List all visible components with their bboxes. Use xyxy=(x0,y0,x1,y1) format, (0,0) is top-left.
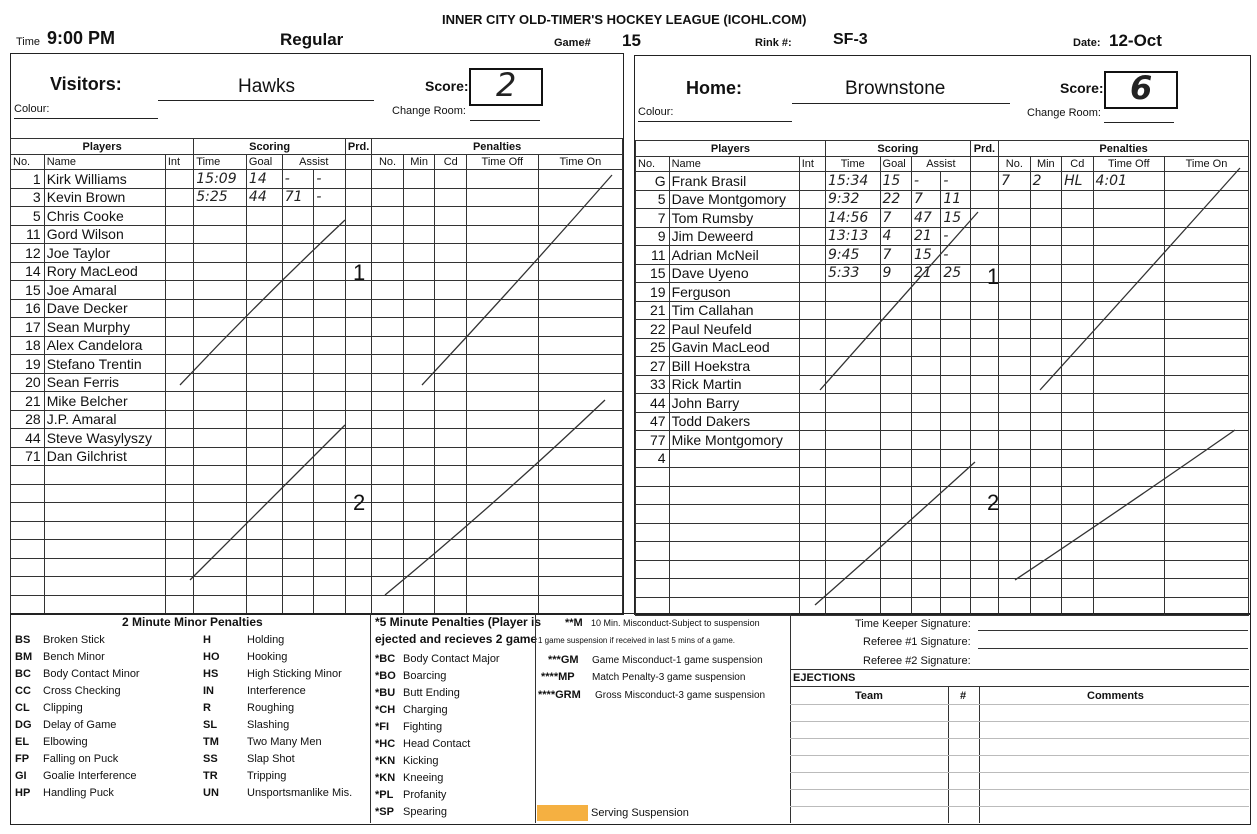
legend-row xyxy=(372,667,503,684)
misc-m-desc-2: 1 game suspension if received in last 5 mins of a game. xyxy=(538,636,735,645)
penalty-code: CL xyxy=(15,701,30,714)
strike-line-h-scoring-p2 xyxy=(815,462,975,605)
player-name: Steve Wasylyszy xyxy=(44,429,165,448)
player-number: 5 xyxy=(636,190,670,209)
penalty-code: *BO xyxy=(375,669,396,682)
legend-row xyxy=(372,769,503,786)
player-number: 27 xyxy=(636,357,670,376)
misc-mp-code: ****MP xyxy=(541,671,575,683)
player-number: 15 xyxy=(636,264,670,283)
game-number: 15 xyxy=(622,31,641,50)
goal-time: 15:34 xyxy=(825,172,880,191)
timekeeper-sig-line[interactable] xyxy=(978,630,1248,631)
visitors-period-2: 2 xyxy=(353,490,366,515)
ejections-title: EJECTIONS xyxy=(793,672,856,684)
penalty-code: H xyxy=(203,633,211,646)
legend-row xyxy=(372,718,503,735)
player-name: Kevin Brown xyxy=(44,188,165,207)
penalty-code: EL xyxy=(15,735,30,748)
rink-label: Rink #: xyxy=(755,37,792,49)
legend-row xyxy=(200,784,355,801)
player-number: 44 xyxy=(11,429,45,448)
misc-mp-desc: Match Penalty-3 game suspension xyxy=(592,672,746,683)
penalty-code: *BC xyxy=(375,652,396,665)
penalty-description: Delay of Game xyxy=(43,718,117,731)
visitors-score-label: Score: xyxy=(425,78,469,94)
penalty-description: Body Contact Major xyxy=(403,652,500,665)
misc-grm-code: ****GRM xyxy=(538,689,581,701)
goal-scorer: 7 xyxy=(880,209,911,228)
legend-row xyxy=(200,767,355,784)
legend-row xyxy=(372,786,503,803)
goal-scorer: 14 xyxy=(246,170,282,189)
player-number: 21 xyxy=(636,301,670,320)
legend-row xyxy=(12,648,143,665)
player-number: 11 xyxy=(11,225,45,244)
player-number: 28 xyxy=(11,410,45,429)
home-penalties-header: Penalties xyxy=(999,141,1249,157)
home-scoring-header: Scoring xyxy=(825,141,970,157)
strike-line-h-pen-p1 xyxy=(820,212,978,390)
penalty-description: Body Contact Minor xyxy=(43,667,140,680)
home-col-assist: Assist xyxy=(912,157,971,172)
goal-time: 13:13 xyxy=(825,227,880,246)
col-pen-cd: Cd xyxy=(435,155,467,170)
col-name: Name xyxy=(44,155,165,170)
ejections-comments-header: Comments xyxy=(1087,690,1144,702)
penalty-code: *CH xyxy=(375,703,396,716)
strike-line-v-scoring-p2 xyxy=(190,425,345,580)
penalty-description: Handling Puck xyxy=(43,786,114,799)
penalty-code: *BU xyxy=(375,686,396,699)
ejection-row-line xyxy=(790,755,1249,756)
player-number: 14 xyxy=(11,262,45,281)
home-col-int: Int xyxy=(799,157,825,172)
penalties-header: Penalties xyxy=(372,139,623,155)
misc-gm-code: ***GM xyxy=(548,654,579,666)
goal-scorer: 22 xyxy=(880,190,911,209)
player-name: Mike Belcher xyxy=(44,392,165,411)
assist-2: 25 xyxy=(941,264,970,283)
player-name: Tom Rumsby xyxy=(669,209,799,228)
legend-divider-2 xyxy=(535,613,536,823)
player-number: 4 xyxy=(636,449,670,468)
penalty-code: UN xyxy=(203,786,219,799)
visitors-score: 2 xyxy=(496,66,517,104)
players-header: Players xyxy=(11,139,194,155)
penalty-description: Clipping xyxy=(43,701,83,714)
player-number: 71 xyxy=(11,447,45,466)
pen-cd: HL xyxy=(1062,172,1093,191)
player-name: Dave Montgomory xyxy=(669,190,799,209)
player-name: Dave Uyeno xyxy=(669,264,799,283)
penalty-code: BM xyxy=(15,650,33,663)
penalty-description: Butt Ending xyxy=(403,686,460,699)
ejection-row-line xyxy=(790,789,1249,790)
col-time-off: Time Off xyxy=(467,155,539,170)
penalty-code: BS xyxy=(15,633,31,646)
goal-time: 15:09 xyxy=(194,170,247,189)
legend-row xyxy=(12,750,143,767)
player-name: Paul Neufeld xyxy=(669,320,799,339)
serving-swatch xyxy=(537,805,588,821)
home-period-1: 1 xyxy=(987,264,1000,289)
player-name: Adrian McNeil xyxy=(669,246,799,265)
strike-line-v-pen-p2 xyxy=(385,400,605,595)
player-name: Sean Murphy xyxy=(44,318,165,337)
ejection-row-line xyxy=(790,806,1249,807)
home-prd-header: Prd. xyxy=(970,141,998,157)
minor-title: 2 Minute Minor Penalties xyxy=(122,615,263,629)
col-int: Int xyxy=(165,155,193,170)
player-name: Rory MacLeod xyxy=(44,262,165,281)
visitors-label: Visitors: xyxy=(50,74,122,94)
player-name: Frank Brasil xyxy=(669,172,799,191)
misc-m-code: **M xyxy=(565,617,583,629)
legend-row xyxy=(372,684,503,701)
home-col-pen-min: Min xyxy=(1030,157,1061,172)
col-pen-min: Min xyxy=(403,155,435,170)
player-name: J.P. Amaral xyxy=(44,410,165,429)
home-col-name: Name xyxy=(669,157,799,172)
player-name: John Barry xyxy=(669,394,799,413)
player-number: 20 xyxy=(11,373,45,392)
penalty-code: R xyxy=(203,701,211,714)
assist-1: 47 xyxy=(912,209,941,228)
legend-row xyxy=(372,803,503,820)
legend-divider-1 xyxy=(370,613,371,823)
pen-time-off: 4:01 xyxy=(1093,172,1164,191)
player-name: Bill Hoekstra xyxy=(669,357,799,376)
penalty-code: *HC xyxy=(375,737,396,750)
col-goal: Goal xyxy=(246,155,282,170)
legend-row xyxy=(372,650,503,667)
player-name: Kirk Williams xyxy=(44,170,165,189)
penalty-code: CC xyxy=(15,684,31,697)
visitors-change-room-label: Change Room: xyxy=(392,105,466,117)
ref2-sig-label: Referee #2 Signature: xyxy=(863,655,971,667)
goal-time: 14:56 xyxy=(825,209,880,228)
player-number: 7 xyxy=(636,209,670,228)
game-type: Regular xyxy=(280,30,344,49)
home-col-goal: Goal xyxy=(880,157,911,172)
player-name: Alex Candelora xyxy=(44,336,165,355)
strike-line-v-scoring-p1 xyxy=(180,220,345,385)
assist-2: - xyxy=(941,227,970,246)
player-number: 33 xyxy=(636,375,670,394)
player-number: 25 xyxy=(636,338,670,357)
penalty-description: Kneeing xyxy=(403,771,444,784)
legend-row xyxy=(12,631,143,648)
ref1-sig-label: Referee #1 Signature: xyxy=(863,636,971,648)
penalty-description: Charging xyxy=(403,703,448,716)
penalty-code: SS xyxy=(203,752,218,765)
player-number: 77 xyxy=(636,431,670,450)
col-time-on: Time On xyxy=(538,155,622,170)
ejections-team-header: Team xyxy=(855,690,883,702)
player-number: 47 xyxy=(636,412,670,431)
penalty-description: Slap Shot xyxy=(247,752,295,765)
penalty-code: GI xyxy=(15,769,27,782)
game-label: Game# xyxy=(554,37,591,49)
penalty-description: Cross Checking xyxy=(43,684,121,697)
ejection-row-line xyxy=(790,772,1249,773)
assist-2: - xyxy=(314,170,346,189)
player-name: Joe Amaral xyxy=(44,281,165,300)
legend-divider-3 xyxy=(790,613,791,823)
col-pen-no: No. xyxy=(372,155,404,170)
ejection-row-line xyxy=(790,721,1249,722)
player-name: Ferguson xyxy=(669,283,799,302)
home-change-room-label: Change Room: xyxy=(1027,107,1101,119)
home-players-header: Players xyxy=(636,141,826,157)
strike-line-v-pen-p1 xyxy=(422,175,612,385)
legend-row xyxy=(12,665,143,682)
penalty-description: Two Many Men xyxy=(247,735,322,748)
legend-row xyxy=(200,733,355,750)
strike-line-h-scoring-p1 xyxy=(1040,168,1240,390)
assist-1: - xyxy=(282,170,314,189)
home-col-pen-no: No. xyxy=(999,157,1030,172)
legend-row xyxy=(200,648,355,665)
goal-time: 5:25 xyxy=(194,188,247,207)
player-number: 11 xyxy=(636,246,670,265)
assist-2: - xyxy=(941,172,970,191)
legend-row xyxy=(200,631,355,648)
penalty-description: Holding xyxy=(247,633,285,646)
player-number: 18 xyxy=(11,336,45,355)
ejections-head-line xyxy=(790,686,1249,687)
penalty-description: Spearing xyxy=(403,805,448,818)
pen-min: 2 xyxy=(1030,172,1061,191)
penalty-code: IN xyxy=(203,684,214,697)
legend-row xyxy=(200,699,355,716)
goal-time: 9:45 xyxy=(825,246,880,265)
player-name: Todd Dakers xyxy=(669,412,799,431)
home-colour-label: Colour: xyxy=(638,106,674,118)
home-col-pen-cd: Cd xyxy=(1062,157,1093,172)
major-title-2: ejected and recieves 2 game xyxy=(375,632,538,646)
player-number: 21 xyxy=(11,392,45,411)
penalty-code: TM xyxy=(203,735,219,748)
player-number: 19 xyxy=(636,283,670,302)
visitors-colour-label: Colour: xyxy=(14,103,50,115)
penalty-description: Unsportsmanlike Mis. xyxy=(247,786,353,799)
penalty-code: *PL xyxy=(375,788,394,801)
penalty-code: *KN xyxy=(375,754,396,767)
player-name: Stefano Trentin xyxy=(44,355,165,374)
league-title: INNER CITY OLD-TIMER'S HOCKEY LEAGUE (ICOHL.COM) xyxy=(442,12,807,27)
player-number: 19 xyxy=(11,355,45,374)
assist-2: - xyxy=(314,188,346,207)
player-name: Gavin MacLeod xyxy=(669,338,799,357)
penalty-code: HP xyxy=(15,786,31,799)
ejection-row-line xyxy=(790,704,1249,705)
legend-row xyxy=(200,716,355,733)
timekeeper-sig-label: Time Keeper Signature: xyxy=(855,618,971,630)
col-time: Time xyxy=(194,155,247,170)
serving-label: Serving Suspension xyxy=(591,807,689,819)
date-label: Date: xyxy=(1073,37,1101,49)
home-col-time-on: Time On xyxy=(1164,157,1248,172)
penalty-code: SL xyxy=(203,718,218,731)
goal-time: 9:32 xyxy=(825,190,880,209)
home-col-no: No. xyxy=(636,157,670,172)
legend-row xyxy=(12,767,143,784)
legend-row xyxy=(372,701,503,718)
penalty-code: FP xyxy=(15,752,30,765)
player-number: G xyxy=(636,172,670,191)
goal-scorer: 4 xyxy=(880,227,911,246)
assist-1: 21 xyxy=(912,264,941,283)
home-period-2: 2 xyxy=(987,490,1000,515)
misc-grm-desc: Gross Misconduct-3 game suspension xyxy=(595,690,766,701)
player-name: Dave Decker xyxy=(44,299,165,318)
player-number: 44 xyxy=(636,394,670,413)
penalty-description: Kicking xyxy=(403,754,439,767)
legend-row xyxy=(200,665,355,682)
game-time: 9:00 PM xyxy=(47,28,116,48)
penalty-code: *KN xyxy=(375,771,396,784)
player-name: Sean Ferris xyxy=(44,373,165,392)
penalty-description: Interference xyxy=(247,684,306,697)
player-number: 15 xyxy=(11,281,45,300)
penalty-description: Roughing xyxy=(247,701,295,714)
goal-scorer: 7 xyxy=(880,246,911,265)
assist-2: 11 xyxy=(941,190,970,209)
assist-1: 7 xyxy=(912,190,941,209)
goal-scorer: 44 xyxy=(246,188,282,207)
penalty-code: HS xyxy=(203,667,219,680)
player-number: 16 xyxy=(11,299,45,318)
penalty-description: Tripping xyxy=(247,769,287,782)
legend-row xyxy=(372,735,503,752)
penalty-description: Elbowing xyxy=(43,735,88,748)
goal-time: 5:33 xyxy=(825,264,880,283)
assist-1: 71 xyxy=(282,188,314,207)
penalty-description: Boarcing xyxy=(403,669,447,682)
legend-row xyxy=(372,752,503,769)
player-name: Dan Gilchrist xyxy=(44,447,165,466)
assist-2: 15 xyxy=(941,209,970,228)
player-number: 22 xyxy=(636,320,670,339)
player-name: Gord Wilson xyxy=(44,225,165,244)
penalty-description: Bench Minor xyxy=(43,650,105,663)
goal-scorer: 9 xyxy=(880,264,911,283)
home-score-label: Score: xyxy=(1060,80,1104,96)
visitors-team-name: Hawks xyxy=(238,76,296,97)
ref1-sig-line[interactable] xyxy=(978,648,1248,649)
major-table xyxy=(372,650,503,820)
col-no: No. xyxy=(11,155,45,170)
player-name: Joe Taylor xyxy=(44,244,165,263)
penalty-description: High Sticking Minor xyxy=(247,667,342,680)
rink-value: SF-3 xyxy=(833,31,868,48)
home-label: Home: xyxy=(686,78,743,98)
player-name: Chris Cooke xyxy=(44,207,165,226)
penalty-description: Slashing xyxy=(247,718,290,731)
assist-1: 21 xyxy=(912,227,941,246)
home-col-time: Time xyxy=(825,157,880,172)
penalty-description: Fighting xyxy=(403,720,443,733)
goal-scorer: 15 xyxy=(880,172,911,191)
penalty-description: Goalie Interference xyxy=(43,769,137,782)
legend-row xyxy=(200,682,355,699)
visitors-period-1: 1 xyxy=(353,260,366,285)
legend-row xyxy=(12,716,143,733)
legend-row xyxy=(12,733,143,750)
date-value: 12-Oct xyxy=(1109,31,1162,50)
penalty-description: Head Contact xyxy=(403,737,471,750)
penalty-description: Hooking xyxy=(247,650,288,663)
strike-line-h-pen-p2 xyxy=(1015,430,1235,580)
assist-1: 15 xyxy=(912,246,941,265)
player-number: 1 xyxy=(11,170,45,189)
ejections-num-header: # xyxy=(960,690,967,702)
minor-left-table xyxy=(12,631,143,801)
player-name: Rick Martin xyxy=(669,375,799,394)
col-assist: Assist xyxy=(282,155,345,170)
player-name: Tim Callahan xyxy=(669,301,799,320)
penalty-code: HO xyxy=(203,650,220,663)
home-team-name: Brownstone xyxy=(845,78,946,99)
penalty-code: DG xyxy=(15,718,32,731)
home-score: 6 xyxy=(1130,69,1153,107)
legend-row xyxy=(12,699,143,716)
penalty-code: TR xyxy=(203,769,218,782)
ejection-row-line xyxy=(790,738,1249,739)
scoring-header: Scoring xyxy=(194,139,346,155)
assist-2: - xyxy=(941,246,970,265)
pen-no: 7 xyxy=(999,172,1030,191)
player-number: 9 xyxy=(636,227,670,246)
legend-row xyxy=(12,682,143,699)
misc-gm-desc: Game Misconduct-1 game suspension xyxy=(592,655,763,666)
player-name: Mike Montgomory xyxy=(669,431,799,450)
misc-m-desc: 10 Min. Misconduct-Subject to suspension xyxy=(591,618,760,628)
prd-header: Prd. xyxy=(345,139,371,155)
penalty-description: Profanity xyxy=(403,788,447,801)
player-number: 5 xyxy=(11,207,45,226)
player-number: 3 xyxy=(11,188,45,207)
legend-row xyxy=(12,784,143,801)
minor-right-table xyxy=(200,631,355,801)
home-col-time-off: Time Off xyxy=(1093,157,1164,172)
penalty-code: *FI xyxy=(375,720,390,733)
penalty-description: Falling on Puck xyxy=(43,752,119,765)
player-number: 12 xyxy=(11,244,45,263)
player-number: 17 xyxy=(11,318,45,337)
major-title-1: *5 Minute Penalties (Player is xyxy=(375,615,542,629)
assist-1: - xyxy=(912,172,941,191)
ejections-top-line xyxy=(790,669,1249,670)
penalty-description: Broken Stick xyxy=(43,633,105,646)
penalty-code: BC xyxy=(15,667,31,680)
player-name: Jim Deweerd xyxy=(669,227,799,246)
penalty-code: *SP xyxy=(375,805,394,818)
legend-row xyxy=(200,750,355,767)
time-label: Time xyxy=(16,36,41,48)
